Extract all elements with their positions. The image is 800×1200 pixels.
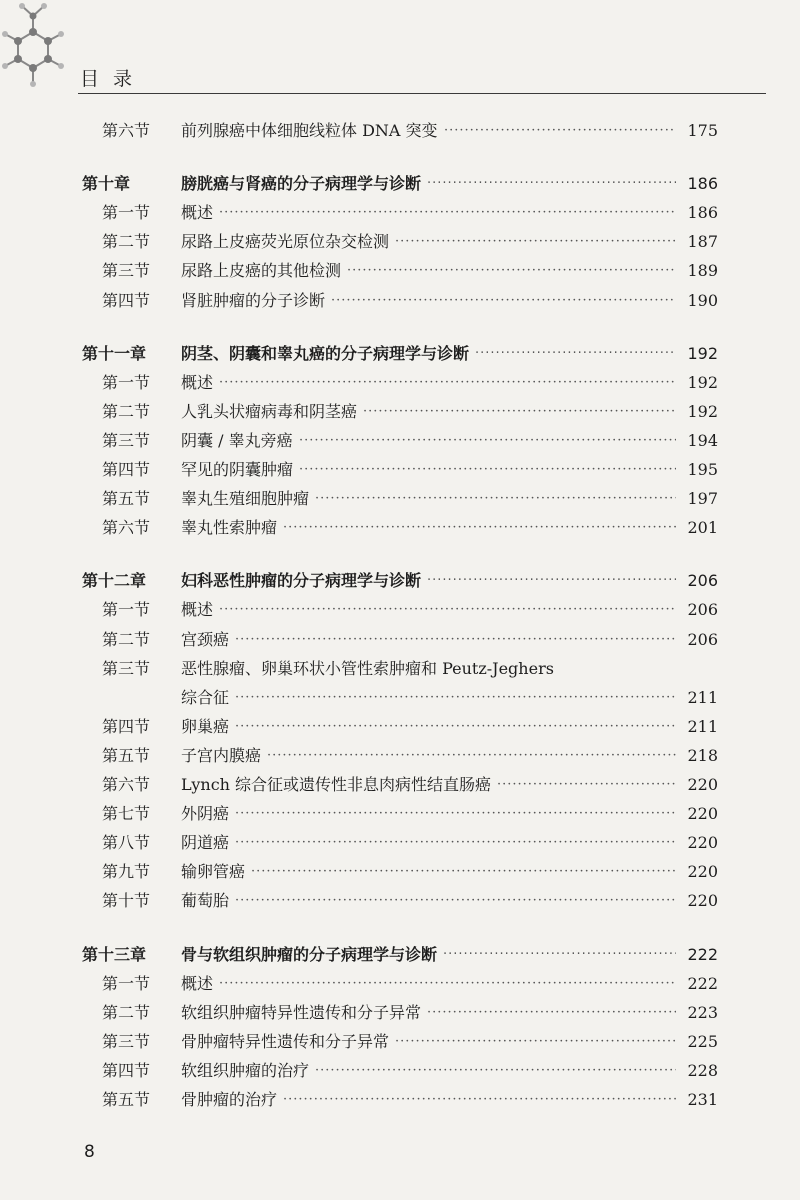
toc-entry-label: 第十节 xyxy=(102,891,151,911)
toc-entry-page: 201 xyxy=(687,518,718,538)
toc-leader-dots xyxy=(235,627,676,653)
toc-entry-page: 175 xyxy=(687,121,718,140)
page-number: 8 xyxy=(84,1142,95,1162)
toc-section-row xyxy=(0,830,800,856)
toc-entry-page: 195 xyxy=(687,460,718,479)
toc-entry-label: 第五节 xyxy=(102,745,151,765)
toc-leader-dots xyxy=(219,370,676,396)
toc-section-row xyxy=(0,801,800,827)
toc-chapter-row xyxy=(0,171,800,197)
toc-section-row xyxy=(0,656,800,682)
toc-chapter-row xyxy=(0,942,800,968)
toc-leader-dots xyxy=(427,568,676,594)
toc-leader-dots xyxy=(315,486,676,512)
toc-entry-page: 220 xyxy=(687,862,718,882)
toc-entry-title: Lynch 综合征或遗传性非息肉病性结直肠癌 xyxy=(181,775,492,794)
toc-leader-dots xyxy=(395,1029,676,1055)
toc-entry-label: 第一节 xyxy=(102,600,151,620)
toc-entry-page: 206 xyxy=(687,629,718,649)
toc-entry-label: 第四节 xyxy=(102,716,151,736)
toc-entry-label: 第四节 xyxy=(102,290,151,310)
toc-entry-page: 194 xyxy=(687,430,718,450)
toc-leader-dots xyxy=(299,428,676,454)
toc-entry-label: 第三节 xyxy=(102,430,151,450)
toc-entry-label: 第三节 xyxy=(102,1031,151,1051)
toc-section-row xyxy=(0,859,800,885)
toc-entry-label: 第二节 xyxy=(102,1002,151,1022)
toc-leader-dots xyxy=(347,258,676,284)
toc-chapter-row xyxy=(0,568,800,594)
toc-leader-dots xyxy=(267,743,676,769)
toc-entry-title: 阴茎、阴囊和睾丸癌的分子病理学与诊断 xyxy=(181,343,470,363)
toc-entry-label: 第三节 xyxy=(102,658,151,678)
toc-entry-title: 尿路上皮癌的其他检测 xyxy=(181,261,342,281)
toc-section-row xyxy=(0,428,800,454)
toc-section-row xyxy=(0,971,800,997)
toc-section-row xyxy=(0,370,800,396)
toc-entry-title: 恶性腺瘤、卵巢环状小管性索肿瘤和 Peutz-Jeghers xyxy=(181,658,554,678)
toc-leader-dots xyxy=(315,1058,676,1084)
toc-entry-label: 第十一章 xyxy=(82,343,147,363)
toc-entry-label: 第六节 xyxy=(102,518,151,538)
toc-entry-label: 第一节 xyxy=(102,372,151,392)
toc-section-row xyxy=(0,486,800,512)
toc-section-row xyxy=(0,772,800,798)
toc-entry-title: 肾脏肿瘤的分子诊断 xyxy=(181,290,326,310)
toc-entry-label: 第八节 xyxy=(102,833,151,853)
toc-entry-title: 前列腺癌中体细胞线粒体 DNA 突变 xyxy=(181,121,438,140)
toc-entry-title: 罕见的阴囊肿瘤 xyxy=(181,460,294,479)
toc-entry-label: 第五节 xyxy=(102,1090,151,1109)
toc-leader-dots xyxy=(395,229,676,255)
toc-entry-title: 概述 xyxy=(181,203,214,223)
toc-entry-title: 睾丸生殖细胞肿瘤 xyxy=(181,489,310,509)
toc-entry-page: 225 xyxy=(687,1031,718,1051)
toc-section-row xyxy=(0,1000,800,1026)
toc-leader-dots xyxy=(219,200,676,226)
toc-entry-label: 第四节 xyxy=(102,1060,151,1080)
toc-leader-dots xyxy=(251,859,676,885)
running-head: 目 录 xyxy=(80,68,137,90)
toc-entry-title: 综合征 xyxy=(181,687,230,707)
toc-entry-page: 192 xyxy=(687,372,718,392)
toc-entry-page: 197 xyxy=(687,489,718,509)
toc-entry-page: 206 xyxy=(687,571,718,591)
toc-entry-title: 软组织肿瘤的治疗 xyxy=(181,1060,310,1080)
toc-entry-title: 骨肿瘤的治疗 xyxy=(181,1090,278,1109)
toc-leader-dots xyxy=(235,830,676,856)
toc-entry-label: 第十三章 xyxy=(82,944,147,964)
toc-section-row xyxy=(0,1029,800,1055)
toc-entry-page: 218 xyxy=(687,745,718,765)
toc-section-row xyxy=(0,1058,800,1084)
toc-entry-label: 第二节 xyxy=(102,401,151,421)
toc-leader-dots xyxy=(235,714,676,740)
toc-section-row xyxy=(0,457,800,483)
toc-leader-dots xyxy=(363,399,676,425)
toc-entry-label: 第十二章 xyxy=(82,571,147,591)
toc-section-row xyxy=(0,743,800,769)
toc-entry-title: 概述 xyxy=(181,600,214,620)
toc-section-row xyxy=(0,627,800,653)
toc-entry-title: 骨与软组织肿瘤的分子病理学与诊断 xyxy=(181,944,438,964)
toc-entry-title: 外阴癌 xyxy=(181,804,230,824)
toc-entry-title: 概述 xyxy=(181,372,214,392)
header-rule xyxy=(78,93,766,94)
toc-entry-page: 211 xyxy=(687,687,718,707)
toc-entry-page: 186 xyxy=(687,174,718,194)
toc-entry-page: 189 xyxy=(687,261,718,281)
toc-chapter-row xyxy=(0,341,800,367)
toc-leader-dots xyxy=(444,118,676,144)
toc-entry-page: 222 xyxy=(687,944,718,964)
toc-entry-page: 223 xyxy=(687,1002,718,1022)
toc-entry-page: 190 xyxy=(687,290,718,310)
toc-entry-label: 第三节 xyxy=(102,261,151,281)
toc-entry-label: 第二节 xyxy=(102,629,151,649)
toc-entry-page: 192 xyxy=(687,343,718,363)
toc-section-row xyxy=(0,888,800,914)
toc-entry-title: 尿路上皮癌荧光原位杂交检测 xyxy=(181,232,390,252)
toc-entry-label: 第二节 xyxy=(102,232,151,252)
toc-section-row xyxy=(0,399,800,425)
toc-entry-title: 卵巢癌 xyxy=(181,716,230,736)
toc-entry-page: 187 xyxy=(687,232,718,252)
toc-leader-dots xyxy=(235,888,676,914)
toc-leader-dots xyxy=(235,801,676,827)
toc-section-row xyxy=(0,229,800,255)
toc-entry-page: 206 xyxy=(687,600,718,620)
toc-entry-page: 220 xyxy=(687,775,718,794)
toc-entry-title: 概述 xyxy=(181,973,214,993)
toc-section-row xyxy=(0,258,800,284)
toc-entry-page: 220 xyxy=(687,804,718,824)
toc-entry-title: 葡萄胎 xyxy=(181,891,230,911)
toc-leader-dots xyxy=(283,1087,676,1113)
toc-entry-page: 211 xyxy=(687,716,718,736)
toc-entry-label: 第六节 xyxy=(102,775,151,794)
toc-leader-dots xyxy=(443,942,676,968)
molecule-decoration-icon xyxy=(0,0,66,96)
toc-section-row xyxy=(0,1087,800,1113)
toc-entry-label: 第六节 xyxy=(102,121,151,140)
toc-section-row xyxy=(0,118,800,144)
toc-entry-page: 222 xyxy=(687,973,718,993)
toc-entry-title: 睾丸性索肿瘤 xyxy=(181,518,278,538)
toc-section-row xyxy=(0,288,800,314)
toc-entry-label: 第四节 xyxy=(102,460,151,479)
toc-entry-title: 阴囊 / 睾丸旁癌 xyxy=(181,430,293,450)
toc-leader-dots xyxy=(427,1000,676,1026)
toc-leader-dots xyxy=(497,772,676,798)
toc-entry-page: 220 xyxy=(687,891,718,911)
toc-leader-dots xyxy=(235,685,676,711)
toc-section-row xyxy=(0,714,800,740)
toc-section-row xyxy=(0,597,800,623)
toc-entry-label: 第一节 xyxy=(102,973,151,993)
toc-entry-label: 第五节 xyxy=(102,489,151,509)
toc-entry-label: 第七节 xyxy=(102,804,151,824)
toc-section-row xyxy=(0,685,800,711)
toc-section-row xyxy=(0,200,800,226)
toc-leader-dots xyxy=(475,341,676,367)
toc-entry-page: 186 xyxy=(687,203,718,223)
toc-entry-title: 骨肿瘤特异性遗传和分子异常 xyxy=(181,1031,390,1051)
toc-section-row xyxy=(0,515,800,541)
toc-entry-label: 第一节 xyxy=(102,203,151,223)
toc-entry-label: 第九节 xyxy=(102,862,151,882)
toc-leader-dots xyxy=(299,457,676,483)
toc-entry-title: 宫颈癌 xyxy=(181,629,230,649)
toc-leader-dots xyxy=(331,288,676,314)
toc-entry-page: 192 xyxy=(687,401,718,421)
toc-entry-title: 子宫内膜癌 xyxy=(181,745,262,765)
toc-entry-title: 输卵管癌 xyxy=(181,862,246,882)
toc-entry-title: 妇科恶性肿瘤的分子病理学与诊断 xyxy=(181,571,422,591)
toc-entry-title: 人乳头状瘤病毒和阴茎癌 xyxy=(181,401,358,421)
toc-entry-title: 膀胱癌与肾癌的分子病理学与诊断 xyxy=(181,174,422,194)
toc-entry-page: 231 xyxy=(687,1090,718,1109)
toc-entry-title: 软组织肿瘤特异性遗传和分子异常 xyxy=(181,1002,422,1022)
toc-leader-dots xyxy=(219,597,676,623)
toc-leader-dots xyxy=(219,971,676,997)
toc-entry-title: 阴道癌 xyxy=(181,833,230,853)
toc-entry-page: 220 xyxy=(687,833,718,853)
toc-entry-page: 228 xyxy=(687,1060,718,1080)
toc-leader-dots xyxy=(283,515,676,541)
toc-entry-label: 第十章 xyxy=(82,174,131,194)
toc-leader-dots xyxy=(427,171,676,197)
